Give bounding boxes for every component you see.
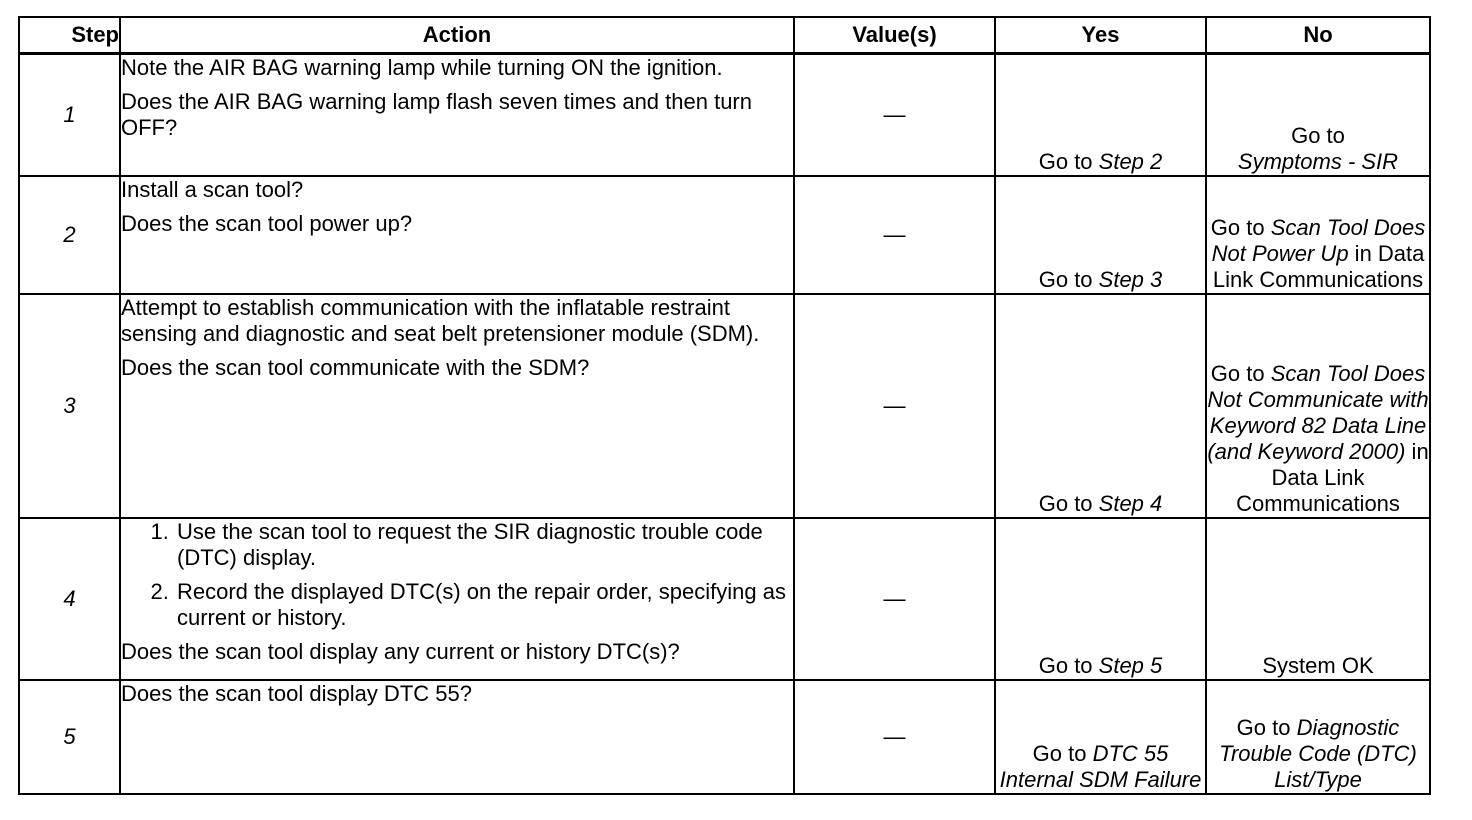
action-instruction: Note the AIR BAG warning lamp while turning ON the ignition. [121,55,723,80]
no-cell [1206,518,1430,680]
table-row [19,54,1430,176]
yes-cell [995,680,1206,794]
header-no: No [1206,17,1430,54]
no-cell [1206,294,1430,518]
yes-link[interactable]: Step 3 [1098,266,1163,292]
action-step-item: 1. Use the scan tool to request the SIR diagnostic trouble code (DTC) display. [175,519,793,571]
table-row [19,680,1430,794]
yes-prefix: Go to [1038,490,1099,516]
no-cell [1206,54,1430,176]
action-instruction: Attempt to establish communication with the inflatable restraint sensing and diagnostic and seat belt pretensioner module (SDM). [121,294,760,346]
yes-prefix: Go to [1038,148,1099,174]
table-row [19,518,1430,680]
no-link[interactable]: Scan Tool Does Not Power Up [1211,214,1426,266]
step-number: 1 [19,54,120,176]
no-suffix: in Data Link Communications [1212,240,1425,292]
value-cell: — [794,680,995,794]
step-number: 3 [19,294,120,518]
yes-link[interactable]: Step 4 [1098,490,1163,516]
header-step: Step [19,17,120,54]
yes-link[interactable]: Step 2 [1098,148,1163,174]
no-link[interactable]: Symptoms - SIR [1237,148,1399,174]
step-number: 5 [19,680,120,794]
value-cell: — [794,518,995,680]
no-prefix: Go to [1291,122,1345,148]
table-row [19,176,1430,294]
value-cell: — [794,294,995,518]
value-cell: — [794,176,995,294]
diagnostic-table [18,16,1431,795]
step-number: 2 [19,176,120,294]
header-values: Value(s) [794,17,995,54]
no-prefix: Go to [1236,714,1297,740]
yes-cell [995,54,1206,176]
yes-link[interactable]: Step 5 [1098,652,1163,678]
no-link[interactable]: Diagnostic Trouble Code (DTC) List/Type [1219,714,1417,792]
header-action: Action [120,17,794,54]
no-suffix: in Data Link Communications [1236,438,1429,516]
table-row [19,294,1430,518]
step-number: 4 [19,518,120,680]
action-question: Does the scan tool power up? [121,210,413,236]
yes-cell [995,518,1206,680]
yes-cell [995,294,1206,518]
table-header-row [19,17,1430,54]
header-yes: Yes [995,17,1206,54]
no-text: System OK [1262,652,1374,678]
yes-prefix: Go to [1038,266,1099,292]
action-cell [120,518,794,680]
action-question: Does the scan tool communicate with the SDM? [121,354,590,380]
yes-cell [995,176,1206,294]
yes-prefix: Go to [1032,740,1093,766]
no-cell [1206,680,1430,794]
value-cell: — [794,54,995,176]
no-prefix: Go to [1210,360,1271,386]
no-cell [1206,176,1430,294]
action-question: Does the scan tool display DTC 55? [121,680,472,706]
no-prefix: Go to [1210,214,1271,240]
action-question: Does the AIR BAG warning lamp flash seven times and then turn OFF? [121,89,752,140]
action-instruction: Install a scan tool? [121,176,304,202]
action-cell [120,176,794,294]
action-cell [120,680,794,794]
no-link[interactable]: Scan Tool Does Not Communicate with Keyword 82 Data Line (and Keyword 2000) [1207,360,1429,464]
yes-prefix: Go to [1038,652,1099,678]
action-cell [120,54,794,176]
action-step-list [121,519,793,631]
action-question: Does the scan tool display any current or history DTC(s)? [121,638,680,664]
action-cell [120,294,794,518]
yes-link[interactable]: DTC 55 Internal SDM Failure [999,740,1202,792]
action-step-item: 2. Record the displayed DTC(s) on the repair order, specifying as current or history. [175,579,793,631]
